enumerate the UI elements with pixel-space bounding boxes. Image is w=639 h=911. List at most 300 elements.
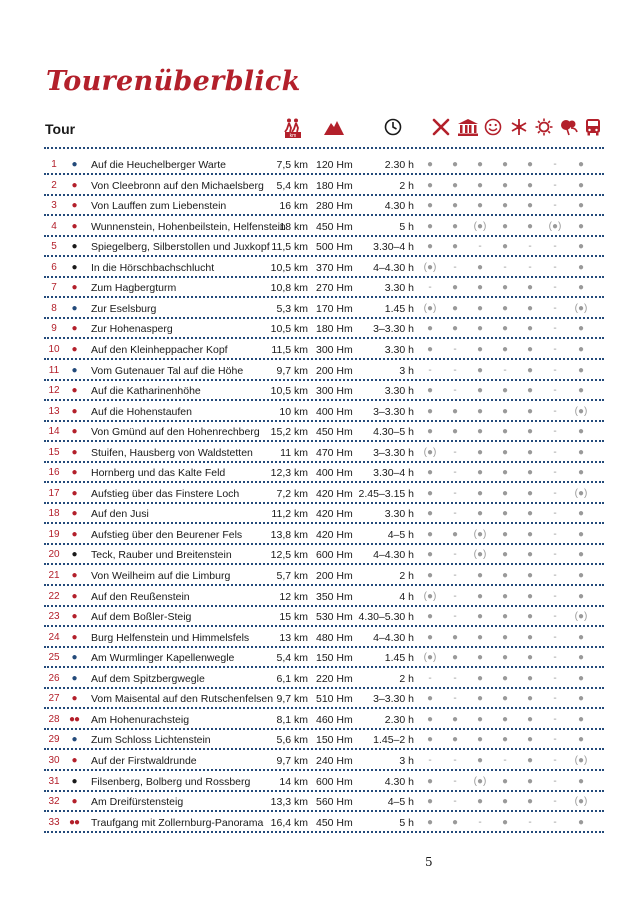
feature-marker: ● <box>426 528 434 540</box>
feature-marker: - <box>453 261 457 273</box>
tour-distance: 7,5 km <box>276 159 308 171</box>
difficulty-dot: ● <box>71 734 77 746</box>
difficulty-dot: ● <box>71 405 77 417</box>
feature-marker: (●) <box>574 302 588 314</box>
feature-marker: ● <box>476 713 484 725</box>
tour-column-header: Tour <box>45 121 76 137</box>
feature-marker: ● <box>426 713 434 725</box>
feature-marker: - <box>553 446 557 458</box>
tour-duration: 2 h <box>399 672 414 685</box>
feature-marker: ● <box>526 734 534 746</box>
difficulty-dot: ● <box>71 528 77 540</box>
feature-marker: ● <box>451 282 459 294</box>
tour-distance: 18 km <box>279 220 308 233</box>
feature-marker: ● <box>426 179 434 191</box>
tour-duration: 4.30–5 h <box>373 426 414 439</box>
difficulty-dot: ● <box>71 631 77 643</box>
tour-name: Auf die Katharinenhöhe <box>91 385 201 398</box>
tour-name: Auf dem Boßler-Steig <box>91 611 192 624</box>
difficulty-dot: ● <box>71 590 77 602</box>
tour-number: 24 <box>48 631 60 643</box>
tour-duration: 4–4.30 h <box>373 261 414 274</box>
table-row <box>44 196 604 216</box>
feature-marker: ● <box>526 631 534 643</box>
sun-icon <box>535 118 553 138</box>
tour-number: 20 <box>48 549 60 561</box>
feature-marker: - <box>553 672 557 684</box>
feature-marker: ● <box>577 652 585 664</box>
tour-number: 26 <box>48 672 60 684</box>
tour-elevation: 240 Hm <box>316 754 353 767</box>
tour-elevation: 150 Hm <box>316 652 353 665</box>
tour-distance: 12,3 km <box>270 467 308 480</box>
feature-marker: ● <box>577 693 585 705</box>
feature-marker: ● <box>501 713 509 725</box>
feature-marker: ● <box>476 611 484 623</box>
tour-duration: 1.45 h <box>384 652 414 665</box>
feature-marker: ● <box>451 816 459 828</box>
feature-marker: ● <box>577 364 585 376</box>
feature-marker: ● <box>476 385 484 397</box>
feature-marker: ● <box>501 734 509 746</box>
feature-marker: ● <box>577 323 585 335</box>
feature-marker: - <box>553 713 557 725</box>
tour-number: 19 <box>48 528 60 540</box>
table-row <box>44 525 604 545</box>
tour-name: Burg Helfenstein und Himmelsfels <box>91 631 250 644</box>
feature-marker: ● <box>426 796 434 808</box>
tour-name: Auf der Firstwaldrunde <box>91 754 197 767</box>
feature-marker: ● <box>501 508 509 520</box>
table-row <box>44 463 604 483</box>
feature-marker: - <box>503 754 507 766</box>
feature-marker: (●) <box>423 652 437 664</box>
table-row <box>44 361 604 381</box>
feature-marker: ● <box>476 446 484 458</box>
feature-marker: - <box>553 508 557 520</box>
tour-duration: 4–5 h <box>387 796 414 809</box>
feature-marker: ● <box>501 426 509 438</box>
feature-marker: ● <box>526 487 534 499</box>
feature-marker: ● <box>476 796 484 808</box>
table-row <box>44 689 604 709</box>
tour-number: 12 <box>48 385 60 397</box>
difficulty-dot: ● <box>71 796 77 808</box>
feature-marker: ● <box>476 159 484 170</box>
feature-marker: - <box>553 282 557 294</box>
tour-duration: 3–3.30 h <box>373 405 414 418</box>
tour-duration: 1.45–2 h <box>373 734 414 747</box>
feature-marker: (●) <box>423 261 437 273</box>
difficulty-dot: ● <box>71 487 77 499</box>
feature-marker: ● <box>501 323 509 335</box>
feature-marker: ● <box>476 405 484 417</box>
difficulty-dot: ●● <box>68 816 80 828</box>
feature-marker: - <box>453 549 457 561</box>
feature-marker: ● <box>526 385 534 397</box>
feature-marker: ● <box>426 405 434 417</box>
feature-marker: ● <box>476 734 484 746</box>
difficulty-dot: ● <box>71 200 77 212</box>
table-row <box>44 772 604 792</box>
difficulty-dot: ● <box>71 467 77 479</box>
feature-marker: - <box>553 364 557 376</box>
feature-marker: ● <box>451 405 459 417</box>
feature-marker: - <box>553 179 557 191</box>
flower-icon <box>559 118 579 138</box>
feature-marker: ● <box>426 631 434 643</box>
page-title: Tourenüberblick <box>46 66 301 97</box>
feature-marker: - <box>453 508 457 520</box>
feature-marker: ● <box>526 549 534 561</box>
tour-elevation: 560 Hm <box>316 796 353 809</box>
table-row <box>44 443 604 463</box>
feature-marker: ● <box>577 241 585 253</box>
tour-number: 16 <box>48 467 60 479</box>
tour-elevation: 350 Hm <box>316 590 353 603</box>
feature-marker: ● <box>501 796 509 808</box>
feature-marker: - <box>428 282 432 294</box>
table-row <box>44 155 604 175</box>
tour-elevation: 500 Hm <box>316 241 353 254</box>
feature-marker: ● <box>501 302 509 314</box>
tour-elevation: 530 Hm <box>316 611 353 624</box>
feature-marker: ● <box>526 528 534 540</box>
feature-marker: ● <box>426 385 434 397</box>
feature-marker: - <box>553 754 557 766</box>
tour-number: 10 <box>48 343 60 355</box>
tour-number: 6 <box>51 261 57 273</box>
table-row <box>44 319 604 339</box>
feature-marker: (●) <box>548 220 562 232</box>
tour-number: 17 <box>48 487 60 499</box>
tour-elevation: 280 Hm <box>316 200 353 213</box>
feature-marker: ● <box>476 343 484 355</box>
feature-marker: ● <box>577 343 585 355</box>
tour-elevation: 170 Hm <box>316 302 353 315</box>
row-divider <box>44 831 604 833</box>
tour-elevation: 420 Hm <box>316 508 353 521</box>
table-row <box>44 669 604 689</box>
feature-marker: ● <box>501 631 509 643</box>
table-row <box>44 340 604 360</box>
table-row <box>44 710 604 730</box>
feature-marker: ● <box>577 220 585 232</box>
difficulty-dot: ● <box>71 611 77 623</box>
tour-distance: 13,3 km <box>270 796 308 809</box>
tour-duration: 2 h <box>399 570 414 582</box>
feature-marker: ● <box>577 549 585 561</box>
tour-distance: 5,6 km <box>276 734 308 747</box>
feature-marker: ● <box>476 754 484 766</box>
tour-duration: 5 h <box>399 816 414 829</box>
tour-name: Von Gmünd auf den Hohenrechberg <box>91 426 260 439</box>
feature-marker: ● <box>501 693 509 705</box>
tour-number: 25 <box>48 652 60 664</box>
feature-marker: - <box>553 734 557 746</box>
tour-distance: 11,5 km <box>271 343 308 356</box>
difficulty-dot: ● <box>71 261 77 273</box>
difficulty-dot: ● <box>71 385 77 397</box>
tour-number: 4 <box>51 220 57 232</box>
tour-duration: 4.30–5.30 h <box>358 611 414 624</box>
feature-marker: (●) <box>473 549 487 561</box>
difficulty-dot: ● <box>71 302 77 314</box>
tour-distance: 9,7 km <box>276 754 308 767</box>
feature-marker: ● <box>501 487 509 499</box>
feature-marker: ● <box>501 220 509 232</box>
feature-marker: ● <box>526 220 534 232</box>
tour-elevation: 600 Hm <box>316 775 353 788</box>
feature-marker: - <box>453 487 457 499</box>
feature-marker: ● <box>476 426 484 438</box>
feature-marker: - <box>503 364 507 376</box>
feature-marker: - <box>553 775 557 787</box>
page-number: 5 <box>425 855 433 869</box>
tour-name: Auf die Heuchelberger Warte <box>91 159 227 171</box>
tour-number: 18 <box>48 508 60 520</box>
feature-marker: ● <box>577 426 585 438</box>
tour-duration: 2.30 h <box>384 713 414 726</box>
feature-marker: ● <box>426 549 434 561</box>
feature-marker: - <box>553 426 557 438</box>
feature-marker: ● <box>501 672 509 684</box>
feature-marker: - <box>553 261 557 273</box>
tour-duration: 4–5 h <box>387 528 414 541</box>
difficulty-dot: ●● <box>68 713 80 725</box>
tour-distance: 16 km <box>279 200 308 213</box>
feature-marker: - <box>553 487 557 499</box>
feature-marker: - <box>428 754 432 766</box>
tour-name: Auf den Reußenstein <box>91 590 190 603</box>
tour-distance: 14 km <box>279 775 308 788</box>
feature-marker: ● <box>451 652 459 664</box>
feature-marker: - <box>553 302 557 314</box>
feature-marker: - <box>553 631 557 643</box>
tour-distance: 16,4 km <box>270 816 308 829</box>
tour-number: 30 <box>48 754 60 766</box>
difficulty-dot: ● <box>71 652 77 664</box>
difficulty-dot: ● <box>71 754 77 766</box>
feature-marker: ● <box>526 159 534 170</box>
museum-icon <box>457 118 479 138</box>
feature-marker: ● <box>426 200 434 212</box>
feature-marker: - <box>553 816 557 828</box>
feature-marker: - <box>553 611 557 623</box>
tour-distance: 6,1 km <box>276 672 308 685</box>
tour-elevation: 180 Hm <box>316 323 353 336</box>
table-row <box>44 278 604 298</box>
feature-marker: ● <box>577 282 585 294</box>
tour-name: Aufstieg über das Finstere Loch <box>91 487 240 500</box>
feature-marker: (●) <box>574 754 588 766</box>
feature-marker: ● <box>577 200 585 212</box>
tour-duration: 3 h <box>399 364 414 377</box>
feature-marker: ● <box>526 343 534 355</box>
tour-elevation: 420 Hm <box>316 528 353 541</box>
feature-marker: ● <box>526 405 534 417</box>
tour-elevation: 200 Hm <box>316 570 353 582</box>
tour-number: 22 <box>48 590 60 602</box>
tour-number: 14 <box>48 426 60 438</box>
feature-marker: ● <box>577 446 585 458</box>
feature-marker: ● <box>451 220 459 232</box>
feature-marker: - <box>553 796 557 808</box>
feature-marker: (●) <box>423 590 437 602</box>
feature-marker: ● <box>577 713 585 725</box>
difficulty-dot: ● <box>71 775 77 787</box>
feature-marker: ● <box>526 282 534 294</box>
tour-elevation: 450 Hm <box>316 426 353 439</box>
feature-marker: ● <box>426 467 434 479</box>
feature-marker: ● <box>526 713 534 725</box>
tour-duration: 3.30 h <box>384 343 414 356</box>
feature-marker: ● <box>476 652 484 664</box>
feature-marker: ● <box>577 385 585 397</box>
tour-elevation: 470 Hm <box>316 446 353 459</box>
feature-marker: ● <box>501 200 509 212</box>
difficulty-dot: ● <box>71 693 77 705</box>
feature-marker: ● <box>526 672 534 684</box>
tour-name: Aufstieg über den Beurener Fels <box>91 528 243 541</box>
tour-duration: 2.30 h <box>384 159 414 171</box>
tour-name: In die Hörschbachschlucht <box>91 261 215 274</box>
feature-marker: (●) <box>574 796 588 808</box>
feature-marker: (●) <box>473 220 487 232</box>
feature-marker: ● <box>501 611 509 623</box>
feature-marker: ● <box>476 282 484 294</box>
tour-distance: 12,5 km <box>270 549 308 562</box>
tour-distance: 10 km <box>279 405 308 418</box>
tour-number: 11 <box>48 364 60 376</box>
tour-distance: 8,1 km <box>276 713 308 726</box>
table-row <box>44 484 604 504</box>
svg-text:km: km <box>289 133 297 138</box>
tour-distance: 10,5 km <box>270 385 308 398</box>
feature-marker: ● <box>476 200 484 212</box>
difficulty-dot: ● <box>71 343 77 355</box>
tour-distance: 10,8 km <box>270 282 308 295</box>
feature-marker: (●) <box>574 405 588 417</box>
tour-number: 28 <box>48 713 60 725</box>
tour-number: 1 <box>51 159 57 170</box>
tour-distance: 5,4 km <box>276 652 308 665</box>
feature-marker: ● <box>577 570 585 581</box>
tour-elevation: 370 Hm <box>316 261 353 274</box>
tour-elevation: 120 Hm <box>316 159 353 171</box>
feature-marker: ● <box>577 590 585 602</box>
feature-marker: ● <box>451 159 459 170</box>
feature-marker: - <box>428 364 432 376</box>
table-row <box>44 176 604 196</box>
tour-name: Zur Hohenasperg <box>91 323 173 336</box>
tour-duration: 3 h <box>399 754 414 767</box>
difficulty-dot: ● <box>71 508 77 520</box>
tour-duration: 5 h <box>399 220 414 233</box>
feature-marker: ● <box>476 590 484 602</box>
tour-number: 13 <box>48 405 60 417</box>
difficulty-dot: ● <box>71 323 77 335</box>
tour-distance: 11,2 km <box>271 508 308 521</box>
feature-marker: ● <box>577 734 585 746</box>
feature-marker: ● <box>526 446 534 458</box>
tour-name: Von Lauffen zum Liebenstein <box>91 200 227 213</box>
feature-marker: - <box>428 672 432 684</box>
difficulty-dot: ● <box>71 179 77 191</box>
tour-distance: 9,7 km <box>276 364 308 377</box>
feature-marker: ● <box>501 467 509 479</box>
tour-elevation: 270 Hm <box>316 282 353 295</box>
tour-distance: 11,5 km <box>271 241 308 254</box>
feature-marker: ● <box>426 734 434 746</box>
tour-name: Zur Eselsburg <box>91 302 157 315</box>
feature-marker: - <box>528 816 532 828</box>
tour-distance: 10,5 km <box>270 323 308 336</box>
feature-marker: ● <box>577 467 585 479</box>
tour-distance: 5,3 km <box>276 302 308 315</box>
feature-marker: ● <box>577 775 585 787</box>
feature-marker: - <box>553 549 557 561</box>
feature-marker: ● <box>501 549 509 561</box>
tour-duration: 3–3.30 h <box>373 693 414 706</box>
feature-marker: ● <box>526 323 534 335</box>
feature-marker: ● <box>501 385 509 397</box>
feature-marker: ● <box>426 611 434 623</box>
tour-name: Am Dreifürstensteig <box>91 796 184 809</box>
table-row <box>44 504 604 524</box>
feature-marker: ● <box>451 713 459 725</box>
feature-marker: ● <box>501 405 509 417</box>
feature-marker: - <box>553 159 557 170</box>
feature-marker: ● <box>451 200 459 212</box>
feature-marker: ● <box>501 816 509 828</box>
tour-number: 31 <box>48 775 60 787</box>
feature-marker: (●) <box>423 302 437 314</box>
tour-distance: 5,7 km <box>276 570 308 582</box>
clock-icon <box>384 118 402 138</box>
feature-marker: ● <box>577 672 585 684</box>
feature-marker: ● <box>577 528 585 540</box>
feature-marker: - <box>478 241 482 253</box>
feature-marker: (●) <box>574 487 588 499</box>
feature-marker: ● <box>426 693 434 705</box>
feature-marker: - <box>453 590 457 602</box>
table-row <box>44 422 604 442</box>
feature-marker: ● <box>526 590 534 602</box>
tour-duration: 1.45 h <box>384 302 414 315</box>
difficulty-dot: ● <box>71 364 77 376</box>
feature-marker: ● <box>526 302 534 314</box>
feature-marker: ● <box>476 672 484 684</box>
feature-marker: - <box>528 241 532 253</box>
tour-name: Auf dem Spitzbergwegle <box>91 672 205 685</box>
feature-marker: ● <box>526 179 534 191</box>
difficulty-dot: ● <box>71 426 77 438</box>
feature-marker: - <box>453 796 457 808</box>
tour-name: Zum Schloss Lichtenstein <box>91 734 211 747</box>
tour-duration: 3.30 h <box>384 282 414 295</box>
tour-distance: 10,5 km <box>270 261 308 274</box>
feature-marker: ● <box>451 179 459 191</box>
feature-marker: ● <box>577 261 585 273</box>
tour-name: Am Hohenurachsteig <box>91 713 190 726</box>
feature-marker: - <box>553 693 557 705</box>
table-row <box>44 730 604 750</box>
tour-name: Hornberg und das Kalte Feld <box>91 467 226 480</box>
table-row <box>44 607 604 627</box>
tour-duration: 2.45–3.15 h <box>358 487 414 500</box>
table-row <box>44 237 604 257</box>
